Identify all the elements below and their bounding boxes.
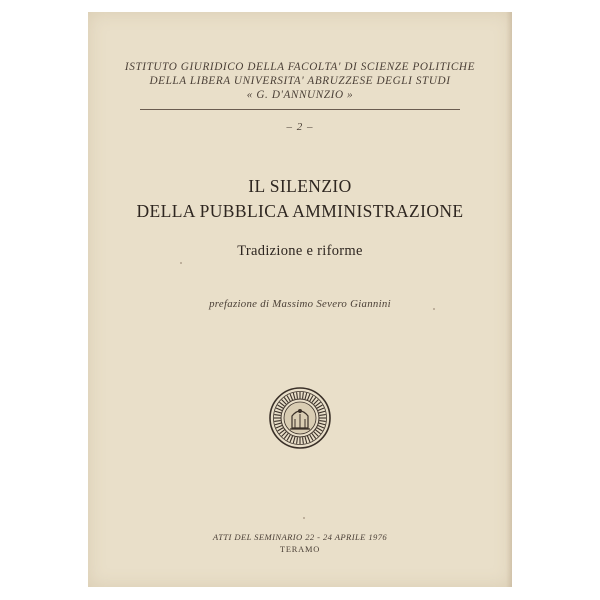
paper-speck <box>433 308 435 310</box>
place-name: TERAMO <box>279 545 321 554</box>
header-divider <box>140 109 460 110</box>
university-seal-icon <box>268 386 332 450</box>
institute-line-2: DELLA LIBERA UNIVERSITA' ABRUZZESE DEGLI STUDI <box>149 75 451 87</box>
book-title-line-1: IL SILENZIO <box>248 176 352 196</box>
seminar-note: ATTI DEL SEMINARIO 22 - 24 APRILE 1976 <box>212 532 388 542</box>
institute-line-1: ISTITUTO GIURIDICO DELLA FACOLTA' DI SCIENZE POLITICHE <box>124 61 476 73</box>
paper-speck <box>180 262 182 264</box>
series-number: – 2 – <box>286 121 314 133</box>
preface-credit: prefazione di Massimo Severo Giannini <box>209 298 391 310</box>
institute-line-3: « G. D'ANNUNZIO » <box>246 89 354 101</box>
paper-speck <box>303 517 305 519</box>
book-cover <box>88 12 512 587</box>
book-title-line-2: DELLA PUBBLICA AMMINISTRAZIONE <box>136 201 464 221</box>
book-subtitle: Tradizione e riforme <box>237 243 363 259</box>
